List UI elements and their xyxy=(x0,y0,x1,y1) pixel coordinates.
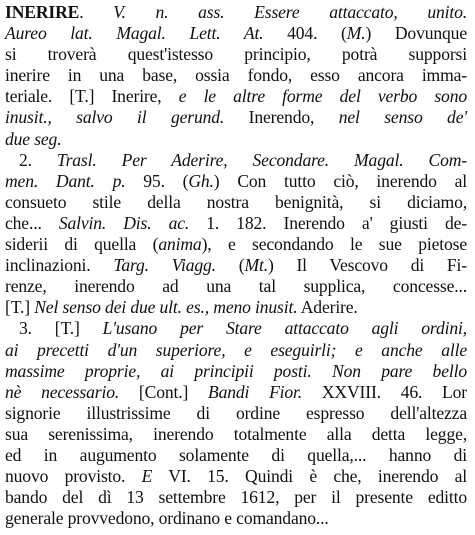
entry-line xyxy=(5,192,467,213)
entry-text: VI. 15. Quindi è che, inerendo al xyxy=(152,466,467,487)
entry-line xyxy=(5,340,467,361)
entry-text: Mt. xyxy=(244,255,268,276)
entry-text: Targ. Viagg. xyxy=(113,255,216,276)
entry-line xyxy=(5,487,467,508)
entry-text: nuovo provisto. xyxy=(5,466,142,487)
entry-text: siderii di quella ( xyxy=(5,234,159,255)
entry-text: [T.] xyxy=(5,297,35,318)
entry-line xyxy=(5,86,467,107)
entry-text: inerire in una base, ossia fondo, esso ancora imma- xyxy=(5,65,467,86)
entry-text: si troverà quest'istesso principio, potrà supporsi xyxy=(5,44,467,65)
entry-text: 404. ( xyxy=(263,23,347,44)
entry-text: ed in augumento solamente di quella,... hanno di xyxy=(5,444,467,465)
entry-text: bando del dì 13 settembre 1612, per il presente editto xyxy=(5,487,467,508)
entry-text: Gh. xyxy=(188,170,214,191)
entry-text: Salvin. Dis. ac. xyxy=(58,212,190,233)
entry-text: 95. ( xyxy=(125,170,189,191)
entry-line xyxy=(5,23,467,44)
entry-text: due seg. xyxy=(5,128,62,149)
entry-line xyxy=(5,234,467,255)
entry-text: massime proprie, ai principii posti. Non pare bello xyxy=(5,360,467,381)
entry-line xyxy=(5,466,467,487)
entry-text: men. Dant. p. xyxy=(5,170,126,191)
entry-text: renze, inerendo ad una tal supplica, concesse... xyxy=(5,276,467,297)
entry-text: V. n. ass. Essere attaccato, unito. xyxy=(113,2,468,22)
entry-text: [Cont.] xyxy=(119,381,208,402)
entry-text: ai precetti d'un superiore, e eseguirli; e anche alle xyxy=(5,339,467,360)
entry-text: teriale. [T.] Inerire, xyxy=(5,86,179,107)
entry-text: anima xyxy=(158,234,202,255)
entry-text: ( xyxy=(215,255,245,276)
entry-line xyxy=(5,382,467,403)
entry-text: Aderire. xyxy=(297,297,358,318)
entry-line xyxy=(5,361,467,382)
entry-line xyxy=(5,255,467,276)
entry-text: nè necessario. xyxy=(5,381,120,402)
entry-line xyxy=(5,424,467,445)
entry-text: che... xyxy=(5,212,59,233)
entry-text: nel senso de' xyxy=(338,107,467,128)
entry-text: 2. xyxy=(19,149,57,170)
entry-text: Inerendo, xyxy=(224,107,339,128)
entry-text: generale provvedono, ordinano e comandano... xyxy=(5,508,329,529)
dictionary-entry xyxy=(5,2,467,529)
entry-text: M. xyxy=(346,23,366,44)
entry-line xyxy=(5,276,467,297)
entry-text: e le altre forme del verbo sono xyxy=(178,86,467,107)
entry-text: consueto stile della nostra benignità, si diciamo, xyxy=(5,191,467,212)
entry-line xyxy=(5,508,467,529)
entry-line xyxy=(5,150,467,171)
entry-text: 1. 182. Inerendo a' giusti de- xyxy=(189,212,467,233)
entry-line xyxy=(5,65,467,86)
entry-text: Nel senso dei due ult. es., meno inusit. xyxy=(34,297,298,318)
entry-line xyxy=(5,129,467,150)
entry-line xyxy=(5,318,467,339)
entry-text: Aureo lat. Magal. Lett. At. xyxy=(5,23,264,44)
entry-line xyxy=(5,107,467,128)
entry-line xyxy=(5,403,467,424)
entry-text: Trasl. Per Aderire, Secondare. Magal. Com- xyxy=(56,149,467,170)
entry-line xyxy=(5,171,467,192)
entry-text: ) Dovunque xyxy=(365,23,467,44)
headword: INERIRE xyxy=(5,2,80,22)
entry-text: ) Il Vescovo di Fi- xyxy=(267,255,467,276)
entry-text: sua serenissima, inerendo totalmente alla detta legge, xyxy=(5,423,467,444)
entry-text: 3. [T.] xyxy=(19,318,103,339)
entry-line xyxy=(5,44,467,65)
entry-line xyxy=(5,297,467,318)
entry-text: ), e secondando le sue pietose xyxy=(201,234,467,255)
entry-text: L'usano per Stare attaccato agli ordini, xyxy=(102,318,467,339)
entry-text: XXVIII. 46. Lor xyxy=(302,381,467,402)
entry-text: signorie illustrissime di ordine espresso dell'altezza xyxy=(5,402,467,423)
entry-text: inclinazioni. xyxy=(5,255,114,276)
entry-line xyxy=(5,2,467,23)
entry-text: ) Con tutto ciò, inerendo al xyxy=(213,170,467,191)
entry-line xyxy=(5,445,467,466)
entry-text: inusit., salvo il gerund. xyxy=(5,107,225,128)
entry-text: Bandi Fior. xyxy=(208,381,303,402)
entry-text: . xyxy=(79,2,114,22)
entry-text: E xyxy=(141,466,153,487)
entry-line xyxy=(5,213,467,234)
